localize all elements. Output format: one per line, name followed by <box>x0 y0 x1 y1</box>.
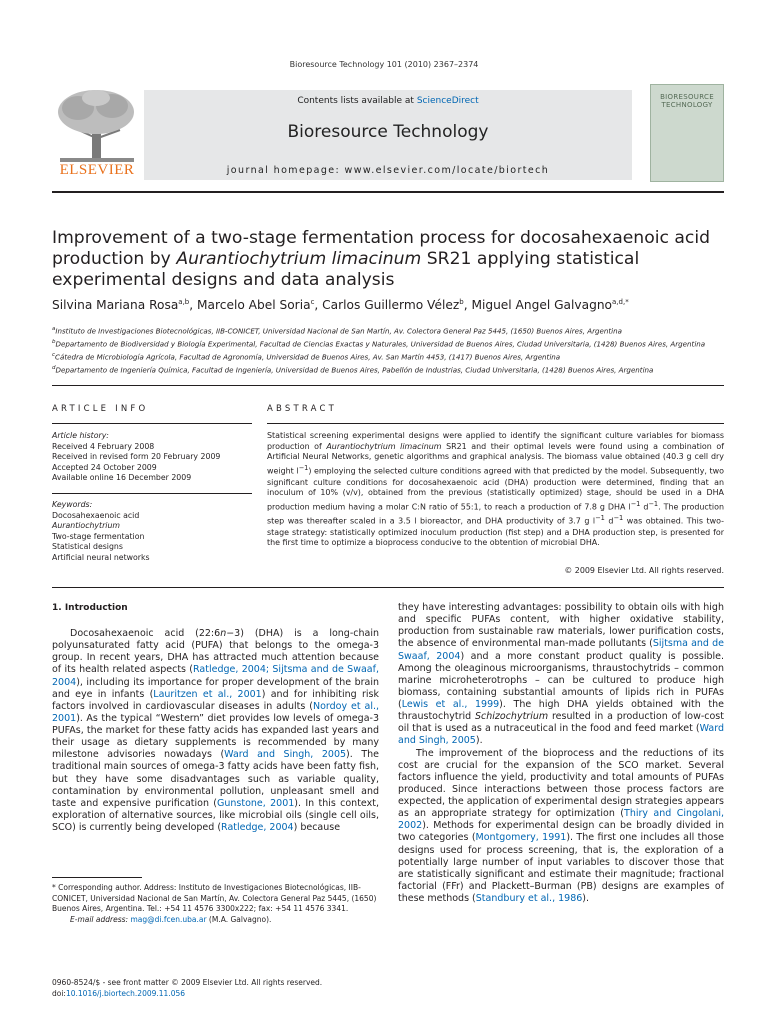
publication-info <box>52 977 452 999</box>
text-segment: ) and a more constant product quality is possible. Among the oleaginous microorganisms, thraustochytrids – common marine microheterotrophs – can be cultured to produce high biomass, containing substantial amounts of lipids rich in PUFAs ( <box>398 650 724 710</box>
text-segment: ). The first one includes all those designs used for process screening, that is, the exploration of a potentially large number of input variables to discover those that are statistically significant and estimate their magnitude; fractional factorial (FFr) and Plackett–Burman (PB) designs are examples of these methods ( <box>398 832 724 904</box>
text-segment: ). In this context, exploration of alternative sources, like microbial oils (single cell oils, SCO) is currently being developed ( <box>52 797 379 833</box>
paragraph <box>52 628 379 834</box>
journal-banner <box>144 90 632 180</box>
history-item: Available online 16 December 2009 <box>52 473 192 483</box>
text-segment: Docosahexaenoic acid (22:6 <box>70 628 221 639</box>
doi-line <box>52 988 452 999</box>
email-suffix: (M.A. Galvagno). <box>206 914 272 924</box>
author-separator: , <box>463 298 472 313</box>
author-separator: , <box>314 298 323 313</box>
author-name: Silvina Mariana Rosa <box>52 298 179 313</box>
journal-homepage[interactable]: journal homepage: www.elsevier.com/locate/biortech <box>226 165 550 176</box>
text-segment: they have interesting advantages: possibility to obtain oils with high and specific PUFAs content, with higher oxidative stability, production from sustainable raw materials, lower purification costs, the absence of environmental man-made pollutants ( <box>398 602 724 650</box>
citation-link[interactable]: Ward and Singh, 2005 <box>398 723 724 747</box>
history-item: Received in revised form 20 February 2009 <box>52 452 221 462</box>
issn-line: 0960-8524/$ - see front matter © 2009 Elsevier Ltd. All rights reserved. <box>52 978 323 987</box>
citation-link[interactable]: Standbury et al., 1986 <box>475 893 583 904</box>
abstract-superscript: −1 <box>630 499 641 508</box>
header-divider <box>52 191 724 193</box>
citation-link[interactable]: Ratledge, 2004; Sijtsma and de Swaaf, 2004 <box>52 664 379 688</box>
affiliation-key: a <box>52 326 56 332</box>
article-history <box>52 431 262 484</box>
divider <box>267 423 724 424</box>
contents-line <box>144 96 632 106</box>
article-info-heading: ARTICLE INFO <box>52 404 149 414</box>
affiliation-text: Departamento de Biodiversidad y Biología Experimental, Facultad de Ciencias Exactas y Naturales, Universidad de Buenos Aires, Ciudad Universitaria, (1428) Buenos Aires, Argentina <box>55 339 706 349</box>
affiliation <box>52 363 724 376</box>
text-segment: ). <box>582 893 590 904</box>
journal-title: Bioresource Technology <box>287 122 489 142</box>
history-label: Article history: <box>52 431 109 440</box>
affiliation-text: Cátedra de Microbiología Agrícola, Facultad de Agronomía, Universidad de Buenos Aires, Av. San Martín 4453, (1417) Buenos Aires, Argentina <box>55 352 561 362</box>
text-segment: ) and for inhibiting risk factors involved in cardiovascular diseases in adults ( <box>52 688 379 712</box>
keyword: Aurantiochytrium <box>52 521 121 531</box>
affiliation-list <box>52 324 724 375</box>
author-name: Miguel Angel Galvagno <box>471 298 613 313</box>
doi-label: doi: <box>52 989 66 998</box>
text-segment: ). The traditional main sources of omega-3 fatty acids have been fatty fish, but they have some disadvantages such as variable quality, contamination by environmental pollution, unpleasant smell and taste and expensive purification ( <box>52 749 379 809</box>
affiliation-key: c <box>52 351 56 358</box>
abstract-text <box>267 431 724 549</box>
cover-title: BIORESOURCE TECHNOLOGY <box>660 93 714 109</box>
footnote-email-line <box>52 915 379 926</box>
divider <box>52 493 252 494</box>
abstract-superscript: −1 <box>648 499 659 508</box>
footnote-text: * Corresponding author. Address: Instituto de Investigaciones Biotecnológicas, IIB-CONICET, Universidad Nacional de San Martín, Av. Colectora General Paz 5445, (1650) Buenos Aires, Argentina. Tel.: +54 11 4576 3300x222; fax: +54 11 4576 3341. <box>52 883 377 914</box>
affiliation <box>52 337 724 350</box>
text-segment: ), including its importance for proper development of the brain and eye in infants ( <box>52 676 379 700</box>
affiliation-key: b <box>52 338 56 345</box>
sciencedirect-link[interactable]: ScienceDirect <box>416 96 479 106</box>
author-separator: , <box>189 298 198 313</box>
keyword: Statistical designs <box>52 542 123 552</box>
citation-link[interactable]: Sijtsma and de Swaaf, 2004 <box>398 638 724 662</box>
paragraph <box>398 748 724 906</box>
text-segment: ). As the typical “Western” diet provides low levels of omega-3 PUFAs, the market for these fatty acids has expanded last years and their usage as dietary supplements is recommended by many milestone advisories nowadays ( <box>52 712 379 761</box>
paragraph <box>398 602 724 748</box>
title-part-1: Improvement of a two-stage fermentation process for docosahexaenoic acid production by <box>52 228 711 269</box>
email-label: E-mail address: <box>70 914 131 924</box>
citation-link[interactable]: Lauritzen et al., 2001 <box>153 688 262 700</box>
author-list <box>52 298 724 312</box>
author-affiliation-marker: a,d,* <box>612 298 629 306</box>
history-item: Received 4 February 2008 <box>52 441 155 451</box>
abstract-heading: ABSTRACT <box>267 404 338 414</box>
divider <box>52 587 724 588</box>
abstract-segment: was obtained. This two-stage strategy: statistically optimized inoculum production (fist step) and a DHA production step, is presented for the first time to optimize a bioprocess conducive to the obtention of microbial DHA. <box>267 516 725 548</box>
divider <box>52 385 724 386</box>
abstract-segment: Statistical screening experimental designs were applied to identify the significant culture variables for biomass production of <box>267 431 724 451</box>
body-column-right <box>398 602 724 905</box>
citation-link[interactable]: Ratledge, 2004 <box>221 822 294 833</box>
abstract-species: Aurantiochytrium limacinum <box>326 441 442 451</box>
text-segment: ). The high DHA yields obtained with the thraustochytrid <box>398 699 724 723</box>
text-segment: −3) (DHA) is a long-chain polyunsaturated fatty acid (PUFA) that belongs to the omega-3 group. In recent years, DHA has attracted much attention because of its health related aspects ( <box>52 628 379 676</box>
keywords-label: Keywords: <box>52 500 93 509</box>
keyword: Docosahexaenoic acid <box>52 510 140 520</box>
abstract-segment: SR21 and their optimal levels were found using a combination of Artificial Neural Networks, genetic algorithms and graphical analysis. The biomass value obtained (40.3 g cell dry weight l <box>267 441 724 476</box>
author-affiliation-marker: b <box>459 298 464 306</box>
text-italic: n <box>220 628 227 639</box>
keywords <box>52 500 262 564</box>
affiliation-text: Instituto de Investigaciones Biotecnológicas, IIB-CONICET, Universidad Nacional de San Martín, Av. Colectora General Paz 5445, (1650) Buenos Aires, Argentina <box>55 326 622 336</box>
abstract-superscript: −1 <box>595 514 605 523</box>
abstract-segment: . The production step was thereafter scaled in a 3.5 l bioreactor, and DHA productivity of 3.7 g l <box>267 502 724 526</box>
journal-header <box>52 82 724 186</box>
author-affiliation-marker: a,b <box>178 298 190 306</box>
journal-citation: Bioresource Technology 101 (2010) 2367–2374 <box>289 60 479 69</box>
citation-link[interactable]: Nordoy et al., 2001 <box>52 700 379 724</box>
abstract-copyright: © 2009 Elsevier Ltd. All rights reserved. <box>564 566 724 575</box>
footnote-divider <box>52 877 142 878</box>
citation-link[interactable]: Thiry and Cingolani, 2002 <box>398 808 725 832</box>
abstract-superscript: −1 <box>298 464 309 473</box>
citation-link[interactable]: Ward and Singh, 2005 <box>224 749 347 761</box>
affiliation <box>52 350 724 363</box>
abstract-segment: ) employing the selected culture conditions agreed with that predicted by the model. Subsequently, two significant culture conditions for docosahexaenoic acid (DHA) production were determined, finding that an inoculum of 10% (v/v), obtained from the previous (statistically optimized) stage, should be used in a DHA production medium having a molar C:N ratio of 55:1, to reach a production of 7.8 g DHA l <box>267 466 724 512</box>
text-segment: ) because <box>293 822 341 833</box>
text-italic: Schizochytrium <box>475 711 549 723</box>
abstract-segment: d <box>604 516 614 526</box>
affiliation-text: Departamento de Ingeniería Química, Facultad de Ingeniería, Universidad de Buenos Aires, Pabellón de Industrias, Ciudad Universitaria, (1428) Buenos Aires, Argentina <box>55 364 654 374</box>
contents-prefix: Contents lists available at <box>297 96 417 106</box>
publisher-logo-text: ELSEVIER <box>59 162 135 178</box>
title-part-2: SR21 applying statistical experimental designs and data analysis <box>52 249 640 290</box>
abstract-superscript: −1 <box>613 514 624 523</box>
author-name: Carlos Guillermo Vélez <box>322 298 460 313</box>
article-title <box>52 228 724 291</box>
affiliation <box>52 324 724 337</box>
email-link[interactable]: mag@di.fcen.uba.ar <box>130 914 207 924</box>
author-name: Marcelo Abel Soria <box>197 298 311 313</box>
citation-link[interactable]: Lewis et al., 1999 <box>401 699 500 710</box>
text-segment: The improvement of the bioprocess and the reductions of its cost are crucial for the expansion of the SCO market. Several factors influence the yield, productivity and total amounts of PUFAs produced. Since interactions between those process factors are expected, the application of experimental design strategies appears as an appropriate strategy for optimization ( <box>398 747 724 820</box>
history-item: Accepted 24 October 2009 <box>52 462 157 472</box>
corresponding-author-footnote <box>52 883 379 925</box>
journal-cover-thumbnail <box>650 84 724 182</box>
citation-link[interactable]: Gunstone, 2001 <box>217 797 295 809</box>
author-affiliation-marker: c <box>310 298 315 306</box>
title-species: Aurantiochytrium limacinum <box>176 249 422 269</box>
abstract-segment: d <box>640 502 649 512</box>
divider <box>52 423 252 424</box>
body-column-left <box>52 628 379 834</box>
text-segment: ). Methods for experimental design can be broadly divided in two categories ( <box>398 820 724 844</box>
text-segment: ). <box>475 735 483 747</box>
affiliation-key: d <box>52 364 56 371</box>
keyword: Two-stage fermentation <box>52 531 145 541</box>
doi-link[interactable]: 10.1016/j.biortech.2009.11.056 <box>65 989 186 998</box>
section-heading: 1. Introduction <box>52 603 128 613</box>
keyword: Artificial neural networks <box>52 552 150 562</box>
citation-link[interactable]: Montgomery, 1991 <box>475 832 567 844</box>
text-segment: resulted in a production of low-cost oil that is used as a nutraceutical in the food and feed market ( <box>398 711 724 735</box>
